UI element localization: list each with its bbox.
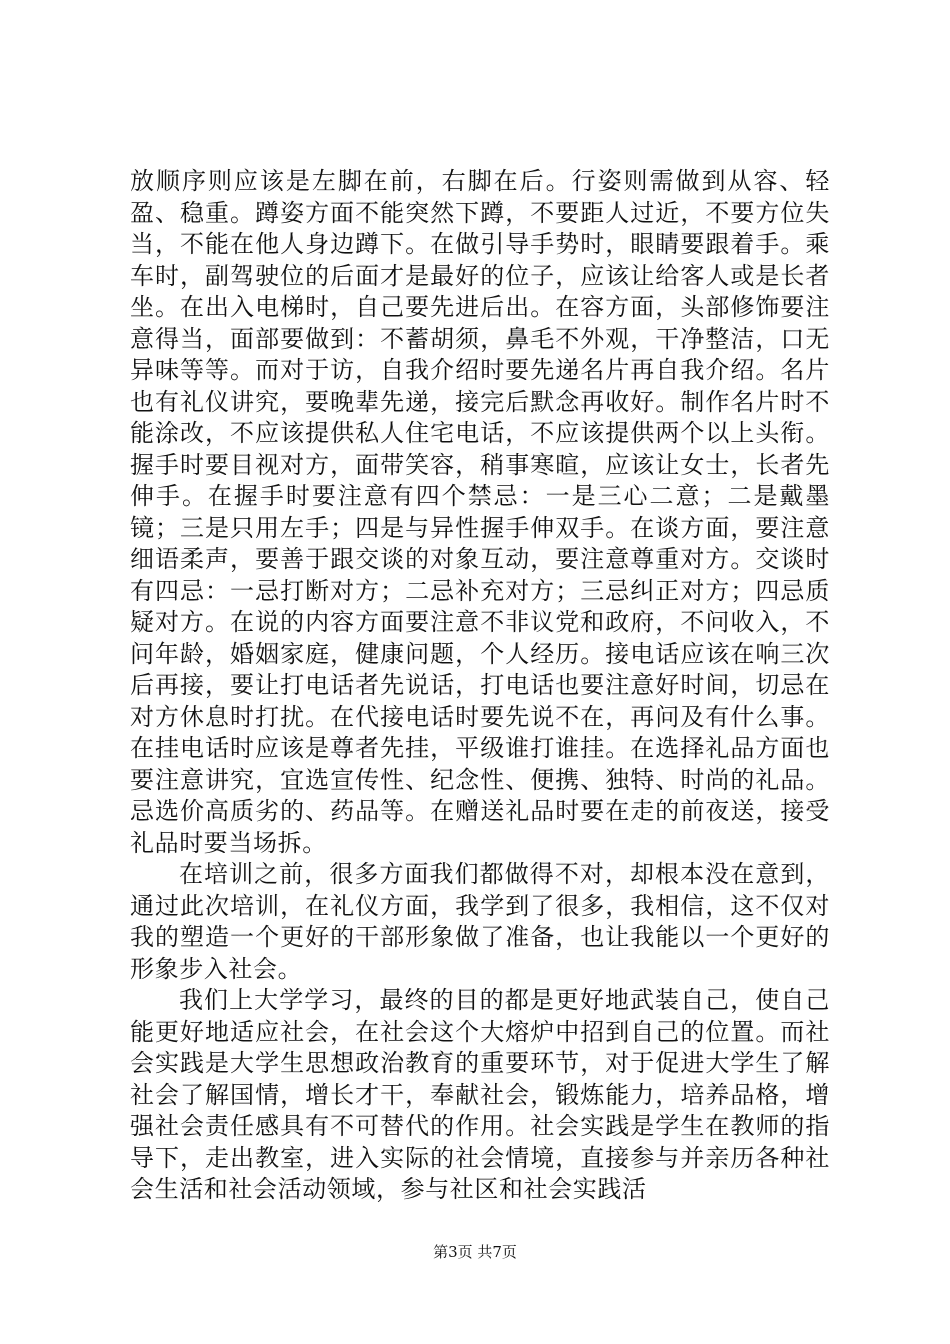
paragraph-1: 放顺序则应该是左脚在前，右脚在后。行姿则需做到从容、轻盈、稳重。蹲姿方面不能突然下蹲，不要距人过近，不要方位失当，不能在他人身边蹲下。在做引导手势时，眼睛要跟着手。乘车时，副驾驶位的后面才是最好的位子，应该让给客人或是长者坐。在出入电梯时，自己要先进后出。在容方面，头部修饰要注意得当，面部要做到：不蓄胡须，鼻毛不外观，干净整洁，口无异味等等。而对于访，自我介绍时要先递名片再自我介绍。名片也有礼仪讲究，要晚辈先递，接完后默念再收好。制作名片时不能涂改，不应该提供私人住宅电话，不应该提供两个以上头衔。握手时要目视对方，面带笑容，稍事寒暄，应该让女士，长者先伸手。在握手时要注意有四个禁忌：一是三心二意；二是戴墨镜；三是只用左手；四是与异性握手伸双手。在谈方面，要注意细语柔声，要善于跟交谈的对象互动，要注意尊重对方。交谈时有四忌：一忌打断对方；二忌补充对方；三忌纠正对方；四忌质疑对方。在说的内容方面要注意不非议党和政府，不问收入，不问年龄，婚姻家庭，健康问题，个人经历。接电话应该在响三次后再接，要让打电话者先说话，打电话也要注意好时间，切忌在对方休息时打扰。在代接电话时要先说不在，再问及有什么事。在挂电话时应该是尊者先挂，平级谁打谁挂。在选择礼品方面也要注意讲究，宜选宣传性、纪念性、便携、独特、时尚的礼品。忌选价高质劣的、药品等。在赠送礼品时要在走的前夜送，接受礼品时要当场拆。: [130, 167, 830, 857]
page-footer: [0, 1242, 950, 1262]
paragraph-2: 在培训之前，很多方面我们都做得不对，却根本没在意到，通过此次培训，在礼仪方面，我学到了很多，我相信，这不仅对我的塑造一个更好的干部形象做了准备，也让我能以一个更好的形象步入社会。: [130, 860, 830, 983]
page-number-label: 第3页 共7页: [433, 1243, 517, 1261]
body-text: [130, 166, 830, 1206]
paragraph-3: 我们上大学学习，最终的目的都是更好地武装自己，使自己能更好地适应社会，在社会这个大熔炉中招到自己的位置。而社会实践是大学生思想政治教育的重要环节，对于促进大学生了解社会了解国情，增长才干，奉献社会，锻炼能力，培养品格，增强社会责任感具有不可替代的作用。社会实践是学生在教师的指导下，走出教室，进入实际的社会情境，直接参与并亲历各种社会生活和社会活动领域，参与社区和社会实践活: [130, 986, 830, 1203]
